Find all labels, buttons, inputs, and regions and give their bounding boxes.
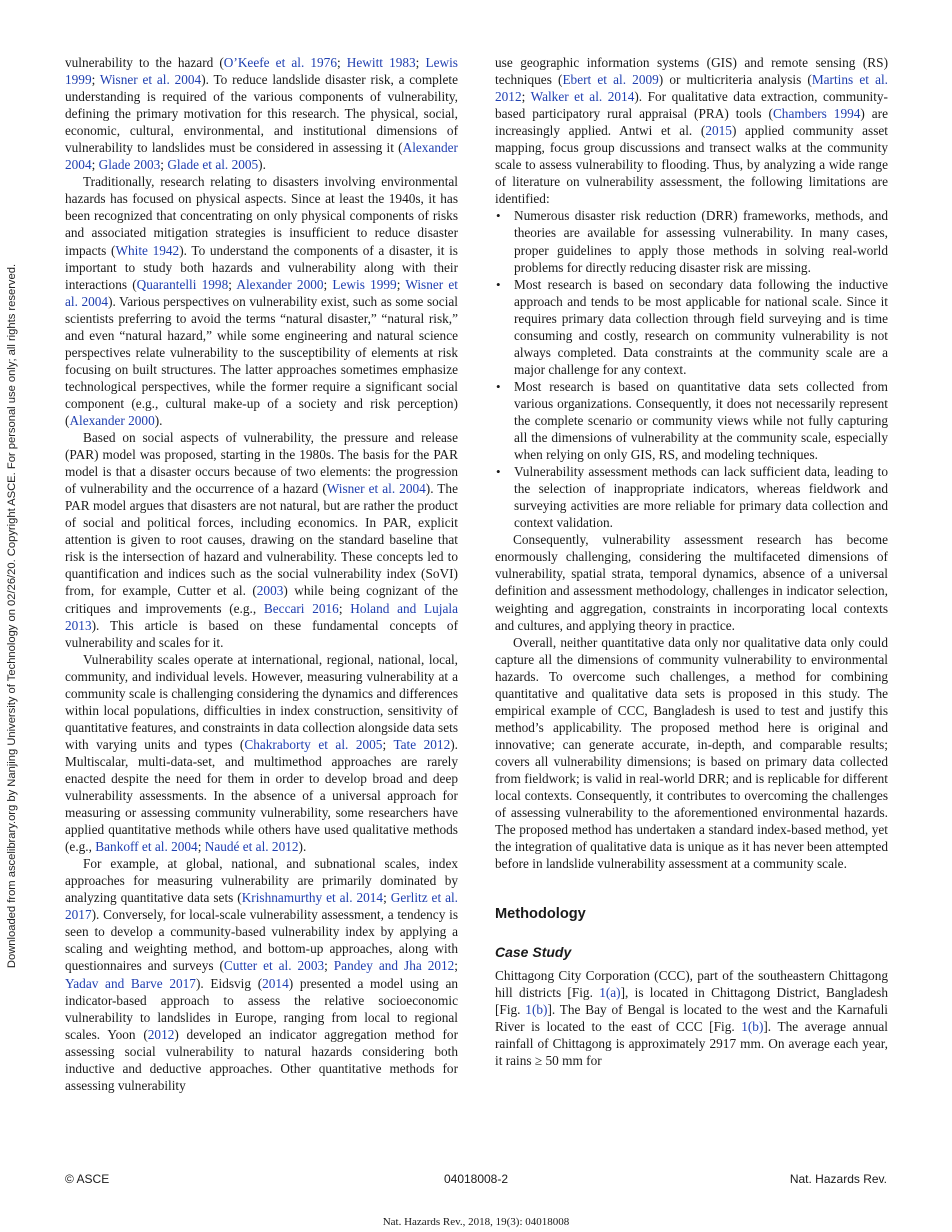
page-footer [65,1172,887,1188]
reference-link[interactable]: Yadav and Barve 2017 [65,975,196,991]
list-item: • Vulnerability assessment methods can lack sufficient data, leading to the selection of inappropriate indicators, whereas fieldwork and surveying activities are more reliable for primary data collection and context validation. [495,463,888,531]
reference-link[interactable]: Bankoff et al. 2004 [95,839,198,855]
reference-link[interactable]: 2012 [147,1026,175,1042]
right-column [495,54,888,1070]
reference-link[interactable]: 2015 [705,123,732,139]
reference-link[interactable]: Tate 2012 [393,736,451,752]
reference-link[interactable]: Wisner et al. 2004 [65,276,458,309]
figure-link[interactable]: 1(a) [599,985,621,1001]
reference-link[interactable]: Holand and Lujala 2013 [65,600,458,633]
reference-link[interactable]: Ebert et al. 2009 [562,72,659,88]
reference-link[interactable]: Glade et al. 2005 [167,157,259,173]
reference-link[interactable]: Wisner et al. 2004 [326,481,426,497]
page-citation: Nat. Hazards Rev., 2018, 19(3): 04018008 [382,1216,570,1228]
download-notice-sidebar [0,0,24,1232]
reference-link[interactable]: Alexander 2000 [236,276,324,292]
paragraph-gis-methods: use geographic information systems (GIS) and remote sensing (RS) techniques (Ebert et al. 2009) or multicriteria analysis (Martins et al. 2012; Walker et al. 2014). For qualitative data extraction, community-based participatory rural appraisal (PRA) tools (Chambers 1994) are increasingly applied. Antwi et al. (2015) applied community asset mapping, focus group discussions and transect walks at the community scale to assess vulnerability to flooding. Thus, by analyzing a wide range of literature on vulnerability assessment, the following limitations are identified: [495,55,888,207]
reference-link[interactable]: Martins et al. 2012 [495,72,888,105]
reference-link[interactable]: Beccari 2016 [263,600,339,616]
section-heading-methodology: Methodology [495,906,586,923]
paragraph-vulnerability-scales: Vulnerability scales operate at international, regional, national, local, community, and individual levels. However, measuring vulnerability at a community scale is challenging considering the dynamics and differences within local populations, difficulties in index construction, sensitivity of quantitative features, and constraints in data collection alongside data sets with varying units and types (Chakraborty et al. 2005; Tate 2012). Multiscalar, multi-data-set, and multimethod approaches are rarely enacted despite the need for them in order to develop broad and deep vulnerability assessments. In the absence of a universal approach for measuring or assessing community vulnerability, some researchers have applied quantitative methods while others have used qualitative methods (e.g., Bankoff et al. 2004; Naudé et al. 2012). [65,651,458,855]
reference-link[interactable]: 2014 [262,975,289,991]
reference-link[interactable]: Lewis 1999 [332,276,397,292]
reference-link[interactable]: Quarantelli 1998 [136,276,229,292]
reference-link[interactable]: Alexander 2004 [65,140,458,173]
reference-link[interactable]: 2003 [256,583,284,599]
paragraph-index-approaches: For example, at global, national, and subnational scales, index approaches for measuring vulnerability are primarily dominated by analyzing quantitative data sets (Krishnamurthy et al. 2014; Gerlitz et al. 2017). Conversely, for local-scale vulnerability assessment, a tendency is seen to develop a community-based vulnerability index by applying a scaling and weighting method, and bottom-up approaches, along with questionnaires and surveys (Cutter et al. 2003; Pandey and Jha 2012; Yadav and Barve 2017). Eidsvig (2014) presented a model using an indicator-based approach to assess the relative socioeconomic vulnerability to landslides in Europe, ranging from local to regional scales. Yoon (2012) developed an indicator aggregation method for assessing social vulnerability to natural hazards considering both inductive and deductive approaches. Other quantitative methods for assessing vulnerability [65,856,459,1093]
reference-link[interactable]: Chambers 1994 [772,106,861,122]
reference-link[interactable]: Alexander 2000 [69,412,155,428]
paragraph-par-model: Based on social aspects of vulnerability, the pressure and release (PAR) model was proposed, starting in the 1980s. The basis for the PAR model is that a disaster occurs because of two elements: the progression of vulnerability and the occurrence of a hazard (Wisner et al. 2004). The PAR model argues that disasters are not natural, but are rather the product of social and political forces, including economics. In PAR, explicit attention is given to root causes, drawing on the standard baseline that risk is the intersection of hazard and vulnerability. These concepts led to quantification and indices such as the social vulnerability index (SoVI) from, for example, Cutter et al. (2003) while being cognizant of the critiques and improvements (e.g., Beccari 2016; Holand and Lujala 2013). This article is based on these fundamental concepts of vulnerability and scales for it. [65,430,458,650]
list-item: • Most research is based on secondary data following the inductive approach and tends to be most applicable for national scale. Since it requires primary data collection through field surveying and is time consuming and costly, research on community vulnerability is not always completed. Data constraints at the community scale are a major challenge for any context. [495,276,888,378]
reference-link[interactable]: White 1942 [115,242,180,258]
reference-link[interactable]: O’Keefe et al. 1976 [223,55,337,70]
limitations-list [495,207,888,531]
list-item: • Most research is based on quantitative data sets collected from various organizations. Consequently, it does not necessarily represent the complete scenario or community views while not fully capturing all the dimensions of vulnerability at the community scale, especially when relying on only GIS, RS, and modeling techniques. [495,378,888,463]
paragraph-consequently: Consequently, vulnerability assessment research has become enormously challenging, considering the multifaceted dimensions of vulnerability, spatial strata, temporal dynamics, absence of a universal definition and assessment methodology, challenges in indicator selection, weighting and aggregation, constraints in incorporating local contexts and cultures, and applying theory in practice. [495,532,888,633]
reference-link[interactable]: Glade 2003 [98,157,161,173]
download-notice: Downloaded from ascelibrary.org by Nanjing University of Technology on 02/26/20. Copyright ASCE. For personal use only; all rights reserved. [6,263,18,969]
paragraph-case-study: Chittagong City Corporation (CCC), part of the southeastern Chittagong hill districts [Fig. 1(a)], is located in Chittagong District, Bangladesh [Fig. 1(b)]. The Bay of Bengal is located to the west and the Karnafuli River is located to the east of CCC [Fig. 1(b)]. The average annual rainfall of Chittagong is approximately 2917 mm. On average each year, it rains ≥ 50 mm for [495,968,888,1069]
figure-link[interactable]: 1(b) [525,1002,548,1018]
paragraph-vulnerability-hazard: vulnerability to the hazard (O’Keefe et al. 1976; Hewitt 1983; Lewis 1999; Wisner et al. 2004). To reduce landslide disaster risk, a complete understanding is required of the various components of vulnerability, defining the primary motivation for this research. The physical, social, economic, cultural, environmental, and institutional dimensions of vulnerability to landslides must be considered in assessing it (Alexander 2004; Glade 2003; Glade et al. 2005). [65,55,459,173]
paragraph-overall: Overall, neither quantitative data only nor qualitative data only could capture all the dimensions of community vulnerability to environmental hazards. To overcome such challenges, a method for combining quantitative and qualitative data sets is proposed in this study. The empirical example of CCC, Bangladesh is used to test and justify this method’s applicability. The proposed method here is original and innovative; can generate accurate, in-depth, and comparable results; covers all vulnerability dimensions; is based on primary data collected from fieldwork; is valid in real-world DRR; and is replicable for different local contexts. Consequently, it contributes to overcoming the challenges of assessing vulnerability to the aforementioned environmental hazards. The proposed method has undertaken a standard index-based method, yet the integration of qualitative data is unique as it has never been attempted before in landslide vulnerability assessment at a community scale. [495,634,888,872]
reference-link[interactable]: Cutter et al. 2003 [223,958,325,974]
paragraph-traditional-research: Traditionally, research relating to disasters involving environmental hazards has focused on physical aspects. Since at least the 1940s, it has been recognized that concentrating on only physical components of risks and associated mitigation strategies is insufficient to reduce disaster impacts (White 1942). To understand the components of a disaster, it is important to study both hazards and vulnerability along with their interactions (Quarantelli 1998; Alexander 2000; Lewis 1999; Wisner et al. 2004). Various perspectives on vulnerability exist, such as some social scientists preferring to avoid the terms “natural disaster,” “natural risk,” and even “natural hazard,” while some engineering and natural science perspectives relate vulnerability to the susceptibility of elements at risk focusing on built structures. The latter approaches sometimes emphasize technological perspectives, while the former require a significant social component (e.g., cultural make-up of a society and risk perception) (Alexander 2000). [65,174,458,428]
reference-link[interactable]: Naudé et al. 2012 [204,839,299,855]
footer-page-number: 04018008-2 [443,1172,509,1186]
footer-journal: Nat. Hazards Rev. [789,1172,887,1186]
reference-link[interactable]: Gerlitz et al. 2017 [65,890,459,923]
list-item: • Numerous disaster risk reduction (DRR) frameworks, methods, and theories are available for assessing vulnerability. In many cases, proper guidelines to apply those methods in solving real-world problems for directly reducing disaster risk are missing. [495,207,888,275]
reference-link[interactable]: Hewitt 1983 [346,55,416,70]
subsection-heading-case-study: Case Study [495,944,572,961]
footer-copyright: © ASCE [65,1172,110,1186]
reference-link[interactable]: Krishnamurthy et al. 2014 [241,890,384,906]
reference-link[interactable]: Pandey and Jha 2012 [333,958,455,974]
reference-link[interactable]: Wisner et al. 2004 [99,72,202,88]
left-column [65,54,458,1094]
reference-link[interactable]: Walker et al. 2014 [530,89,635,105]
reference-link[interactable]: Chakraborty et al. 2005 [244,736,383,752]
figure-link[interactable]: 1(b) [741,1019,764,1035]
reference-link[interactable]: Lewis 1999 [65,55,458,88]
